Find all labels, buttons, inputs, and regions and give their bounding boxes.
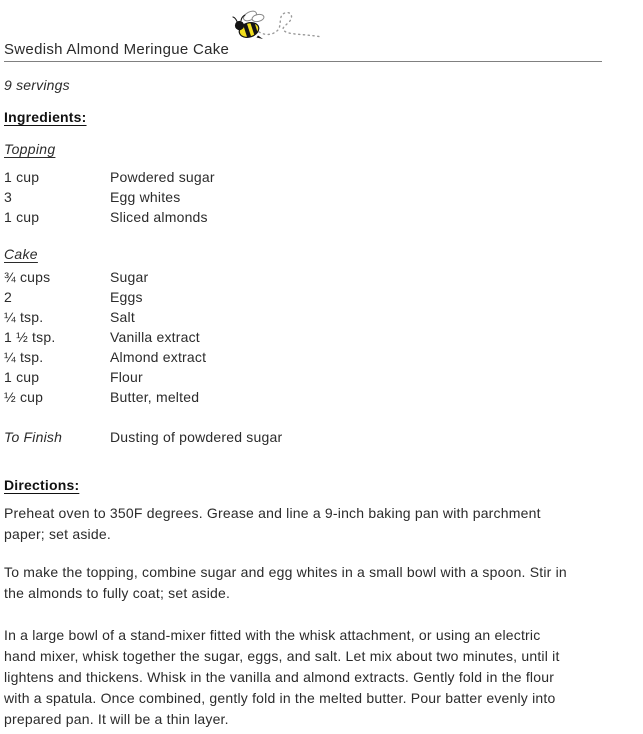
finish-label: To Finish [4,429,63,445]
ingredient-row [4,207,643,227]
ingredient-row [4,347,643,367]
finish-row [4,427,643,447]
paragraph-line: the almonds to fully coat; set aside. [4,585,231,601]
ingredient-name: Sliced almonds [110,209,208,225]
bee-head [235,21,244,30]
ingredient-name: Powdered sugar [110,169,215,185]
paragraph-line: In a large bowl of a stand-mixer fitted with the whisk attachment, or using an electric [4,627,541,643]
bee-flight-trail [259,13,322,37]
finish-name: Dusting of powdered sugar [110,429,283,445]
ingredient-amount: ½ cup [4,389,44,405]
directions-paragraph [4,503,643,545]
ingredient-amount: 3 [4,189,12,205]
paragraph-line: paper; set aside. [4,526,111,542]
group-heading-cake: Cake [4,246,38,262]
paragraph-line: To make the topping, combine sugar and egg whites in a small bowl with a spoon. Stir in [4,564,567,580]
ingredient-row [4,387,643,407]
directions-paragraph [4,625,643,730]
directions-heading: Directions: [4,477,80,493]
directions-paragraph [4,562,643,604]
ingredient-row [4,187,643,207]
ingredient-name: Butter, melted [110,389,200,405]
ingredient-amount: ¼ tsp. [4,349,44,365]
ingredient-amount: ¼ tsp. [4,309,44,325]
ingredient-name: Vanilla extract [110,329,200,345]
paragraph-line: prepared pan. It will be a thin layer. [4,711,229,727]
paragraph-line: with a spatula. Once combined, gently fold in the melted butter. Pour batter evenly into [4,690,556,706]
ingredient-name: Flour [110,369,143,385]
ingredient-name: Eggs [110,289,143,305]
ingredient-amount: 1 cup [4,369,40,385]
ingredient-row [4,267,643,287]
ingredient-row [4,327,643,347]
bee-stinger [257,36,264,40]
bee-decoration [4,6,643,42]
ingredient-amount: 1 cup [4,169,40,185]
ingredient-name: Salt [110,309,135,325]
ingredient-row [4,287,643,307]
bee-icon [232,6,328,42]
ingredient-row [4,167,643,187]
ingredient-name: Almond extract [110,349,207,365]
recipe-document [0,6,643,730]
ingredient-name: Egg whites [110,189,181,205]
servings-note: 9 servings [4,77,70,93]
ingredient-amount: 1 ½ tsp. [4,329,56,345]
ingredient-amount: 2 [4,289,12,305]
paragraph-line: Preheat oven to 350F degrees. Grease and line a 9-inch baking pan with parchment [4,505,541,521]
ingredient-row [4,307,643,327]
title-block [4,42,602,62]
ingredient-name: Sugar [110,269,149,285]
ingredient-amount: ¾ cups [4,269,51,285]
ingredient-amount: 1 cup [4,209,40,225]
paragraph-line: hand mixer, whisk together the sugar, eggs, and salt. Let mix about two minutes, until it [4,648,560,664]
page-title: Swedish Almond Meringue Cake [4,41,230,58]
group-heading-topping: Topping [4,141,56,157]
paragraph-line: lightens and thickens. Whisk in the vanilla and almond extracts. Gently fold in the flour [4,669,555,685]
ingredient-row [4,367,643,387]
ingredients-heading: Ingredients: [4,109,87,125]
